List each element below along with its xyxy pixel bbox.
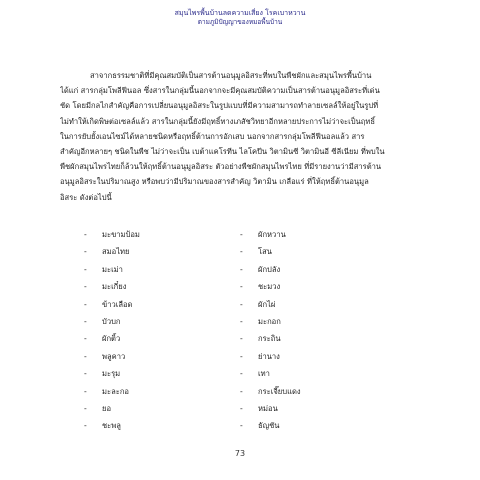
plant-name: หม่อน (258, 404, 278, 414)
paragraph-line: พืชผักสมุนไพรไทยก็ล้วนให้ฤทธิ์ต้านอนุมูลอิสระ ตัวอย่างพืชผักสมุนไพรไทย ที่มีรายงานว่ามีสารต้าน (60, 162, 382, 172)
plant-name: เทา (258, 369, 270, 379)
plant-name: โสน (258, 247, 272, 257)
list-bullet-dash: - (84, 230, 87, 239)
list-item (240, 348, 301, 365)
list-item (84, 365, 140, 382)
list-bullet-dash: - (84, 369, 87, 379)
body-paragraph (60, 68, 432, 205)
list-bullet-dash: - (84, 299, 87, 309)
paragraph-line: อิสระ ดังต่อไปนี้ (60, 192, 112, 202)
plant-name: ผักหวาน (258, 230, 286, 239)
plant-name: มะขามป้อม (102, 230, 140, 239)
plant-name: ผักปลัง (258, 264, 281, 274)
list-item (240, 365, 301, 382)
header-title: สมุนไพรพื้นบ้านลดความเสี่ยง โรคเบาหวาน (174, 9, 306, 17)
list-item (240, 243, 301, 260)
plant-list-left (84, 226, 140, 435)
list-item (240, 383, 301, 400)
list-item (84, 243, 140, 260)
list-bullet-dash: - (84, 282, 87, 292)
header-subtitle: ตามภูมิปัญญาของหมอพื้นบ้าน (197, 18, 283, 26)
page-number: 73 (234, 449, 246, 458)
plant-name: มะละกอ (102, 386, 129, 396)
list-bullet-dash: - (240, 404, 243, 414)
paragraph-line: สาจากธรรมชาติที่มีคุณสมบัติเป็นสารต้านอนุมูลอิสระที่พบในพืชผักและสมุนไพรพื้นบ้าน (90, 71, 372, 80)
list-item (240, 330, 301, 347)
list-item (84, 417, 140, 434)
plant-name: ชะมวง (258, 282, 281, 292)
plant-name: บัวบก (102, 317, 121, 327)
plant-name: มะเกี๋ยง (102, 282, 127, 292)
list-bullet-dash: - (84, 421, 87, 431)
list-bullet-dash: - (240, 351, 243, 361)
page-header (0, 8, 480, 27)
list-item (240, 226, 301, 243)
list-bullet-dash: - (240, 264, 243, 274)
plant-name: ผักไผ่ (258, 299, 276, 309)
list-bullet-dash: - (240, 282, 243, 292)
list-bullet-dash: - (240, 299, 243, 309)
plant-name: มะเม่า (102, 264, 123, 274)
list-item (84, 261, 140, 278)
list-bullet-dash: - (84, 351, 87, 361)
plant-name: ยอ (102, 404, 112, 414)
list-item (84, 278, 140, 295)
list-bullet-dash: - (240, 334, 243, 344)
list-bullet-dash: - (84, 317, 87, 327)
list-item (84, 400, 140, 417)
list-bullet-dash: - (84, 386, 87, 396)
paragraph-line: สำคัญอีกหลายๆ ชนิดในพืช ไม่ว่าจะเป็น เบต้าแคโรทีน ไลโคปีน วิตามินซี วิตามินอี ซีลีเนียม ที่พบใน (60, 147, 385, 157)
plant-name: พลูคาว (102, 351, 126, 361)
list-item (84, 383, 140, 400)
list-bullet-dash: - (240, 247, 243, 257)
plant-name: ธัญชัน (258, 421, 280, 431)
list-item (84, 296, 140, 313)
list-item (240, 417, 301, 434)
paragraph-line: ได้แก่ สารกลุ่มโพลีฟีนอล ซึ่งสารในกลุ่มนี้นอกจากจะมีคุณสมบัติความเป็นสารต้านอนุมูลอิสระที่เด่น (60, 86, 380, 96)
plant-name: กระเจี๊ยบแดง (258, 386, 301, 396)
plant-name: มะกอก (258, 317, 281, 327)
list-item (240, 296, 301, 313)
list-bullet-dash: - (240, 421, 243, 431)
paragraph-line: ในการยับยั้งเอนไซม์ได้หลายชนิดหรือฤทธิ์ต้านการอักเสบ นอกจากสารกลุ่มโพลีฟีนอลแล้ว สาร (60, 131, 365, 141)
plant-name: ผักติ้ว (102, 334, 121, 344)
list-bullet-dash: - (240, 230, 243, 239)
paragraph-line: อนุมูลอิสระในปริมาณสูง หรือพบว่ามีปริมาณของสารสำคัญ วิตามิน เกลือแร่ ที่ให้ฤทธิ์ต้านอนุมูล (60, 177, 369, 187)
list-item (84, 348, 140, 365)
plant-name: มะรุม (102, 369, 121, 379)
list-item (240, 400, 301, 417)
plant-list-right (240, 226, 301, 435)
list-bullet-dash: - (240, 386, 243, 396)
plant-name: ข้าวเลือด (102, 299, 133, 309)
list-bullet-dash: - (84, 404, 87, 414)
list-bullet-dash: - (84, 264, 87, 274)
plant-name: กระถิน (258, 334, 281, 344)
list-item (240, 261, 301, 278)
list-item (84, 313, 140, 330)
list-bullet-dash: - (240, 369, 243, 379)
plant-name: ชะพลู (102, 421, 121, 431)
list-item (84, 330, 140, 347)
list-item (84, 226, 140, 243)
plant-name: ย่านาง (258, 351, 280, 361)
paragraph-line: ไม่ทำให้เกิดพิษต่อเซลล์แล้ว สารในกลุ่มนี้ยังมีฤทธิ์ทางเภสัชวิทยาอีกหลายประการไม่ว่าจะเป็นฤทธิ์ (60, 116, 375, 126)
list-bullet-dash: - (84, 334, 87, 344)
list-bullet-dash: - (240, 317, 243, 327)
plant-name: สมอไทย (102, 247, 130, 257)
list-item (240, 313, 301, 330)
paragraph-line: ชัด โดยมีกลไกสำคัญคือการเปลี่ยนอนุมูลอิสระในรูปแบบที่มีความสามารถทำลายเซลล์ให้อยู่ในรูปที่ (60, 101, 379, 111)
list-item (240, 278, 301, 295)
list-bullet-dash: - (84, 247, 87, 257)
